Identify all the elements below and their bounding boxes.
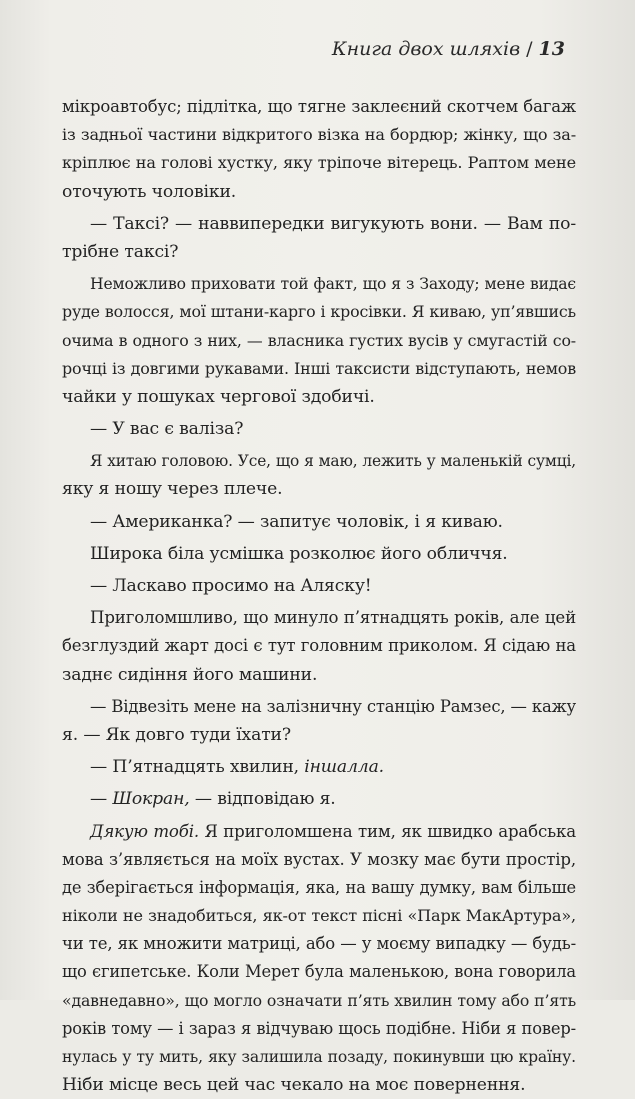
text-line — [62, 475, 576, 503]
text-segment: де зберігається інформація, яка, на вашу думку, вам більше — [62, 877, 576, 897]
text-line — [62, 874, 576, 902]
text-line — [62, 415, 576, 443]
text-line — [62, 1043, 576, 1071]
running-header — [332, 38, 565, 60]
text-line — [62, 270, 576, 298]
text-segment: ніколи не знадобиться, як-от текст пісні «Парк МакАртура», — [62, 906, 576, 926]
text-line — [62, 121, 576, 149]
text-line — [62, 693, 576, 721]
text-segment: Ніби місце весь цей час чекало на моє повернення. — [62, 1075, 526, 1096]
text-segment: оточують чоловіки. — [62, 181, 237, 202]
text-segment: рочці із довгими рукавами. Інші таксисти відступають, немов — [62, 358, 576, 378]
text-segment: — У вас є валіза? — [90, 419, 244, 440]
text-line — [62, 1071, 576, 1099]
text-line — [62, 818, 576, 846]
text-segment: «давнедавно», що могло означати п’ять хвилин тому або п’ять — [62, 990, 576, 1010]
italic-segment: Дякую тобі. — [90, 821, 200, 841]
text-line — [62, 604, 576, 632]
text-segment-after: — відповідаю я. — [189, 789, 336, 810]
text-line — [62, 238, 576, 266]
text-line — [62, 508, 576, 536]
text-segment: із задньої частини відкритого візка на бордюр; жінку, що за- — [62, 125, 576, 145]
text-line — [62, 355, 576, 383]
text-line — [62, 149, 576, 177]
book-title: Книга двох шляхів — [331, 38, 521, 60]
text-line — [62, 661, 576, 689]
text-segment: — Американка? — запитує чоловік, і я киваю. — [90, 511, 503, 532]
text-segment: заднє сидіння його машини. — [62, 664, 318, 685]
text-segment: руде волосся, мої штани-карго і кросівки. Я киваю, уп’явшись — [62, 302, 576, 322]
header-separator: / — [526, 38, 533, 60]
text-segment: яку я ношу через плече. — [62, 479, 283, 500]
text-line — [62, 447, 576, 475]
text-segment: мова з’являється на моїх вустах. У мозку має бути простір, — [62, 849, 576, 869]
text-segment: мікроавтобус; підлітка, що тягне заклеєний скотчем багаж — [62, 97, 576, 116]
text-segment: — П’ятнадцять хвилин, — [90, 757, 305, 778]
text-line — [62, 298, 576, 326]
text-segment: Я хитаю головою. Усе, що я маю, лежить у маленькій сумці, — [90, 452, 576, 471]
text-segment: що єгипетське. Коли Мерет була маленькою, вона говорила — [62, 962, 576, 982]
text-line — [62, 383, 576, 411]
text-segment: я. — Як довго туди їхати? — [62, 724, 291, 745]
text-segment: чи те, як множити матриці, або — у моєму випадку — будь- — [62, 934, 576, 954]
text-line — [62, 987, 576, 1015]
text-segment: — Таксі? — наввипередки вигукують вони. — Вам по- — [90, 213, 576, 234]
text-line — [62, 930, 576, 958]
text-line — [62, 210, 576, 238]
text-line — [62, 540, 576, 568]
text-line — [62, 721, 576, 749]
text-segment: нулась у ту мить, яку залишила позаду, покинувши цю країну. — [62, 1048, 576, 1066]
text-segment: Приголомшливо, що минуло п’ятнадцять років, але цей — [90, 608, 576, 628]
text-segment: років тому — і зараз я відчуваю щось подібне. Ніби я повер- — [62, 1018, 576, 1038]
text-line — [62, 327, 576, 355]
body-text — [62, 93, 576, 1099]
text-segment: — Відвезіть мене на залізничну станцію Рамзес, — кажу — [90, 696, 576, 716]
text-line — [62, 846, 576, 874]
text-line — [62, 753, 576, 781]
text-segment: безглуздий жарт досі є тут головним приколом. Я сідаю на — [62, 636, 576, 656]
text-segment: Неможливо приховати той факт, що я з Заходу; мене видає — [90, 275, 576, 294]
italic-segment: іншалла. — [304, 757, 384, 778]
text-segment: чайки у пошуках чергової здобичі. — [62, 386, 375, 407]
text-line — [62, 93, 576, 121]
text-line — [62, 178, 576, 206]
text-segment: — Ласкаво просимо на Аляску! — [90, 576, 372, 596]
text-segment: очима в одного з них, — власника густих вусів у смугастій со- — [62, 330, 576, 350]
text-line — [62, 958, 576, 986]
text-line — [62, 902, 576, 930]
text-segment: трібне таксі? — [62, 241, 179, 262]
page-number: 13 — [538, 38, 565, 60]
text-segment: Широка біла усмішка розколює його обличчя. — [90, 543, 508, 564]
text-line — [62, 785, 576, 813]
text-segment-after: Я приголомшена тим, як швидко арабська — [199, 821, 576, 841]
text-line — [62, 632, 576, 660]
text-line — [62, 1015, 576, 1043]
text-line — [62, 572, 576, 600]
italic-segment: — Шокран, — [90, 789, 190, 810]
text-segment: кріплює на голові хустку, яку тріпоче вітерець. Раптом мене — [62, 153, 576, 173]
